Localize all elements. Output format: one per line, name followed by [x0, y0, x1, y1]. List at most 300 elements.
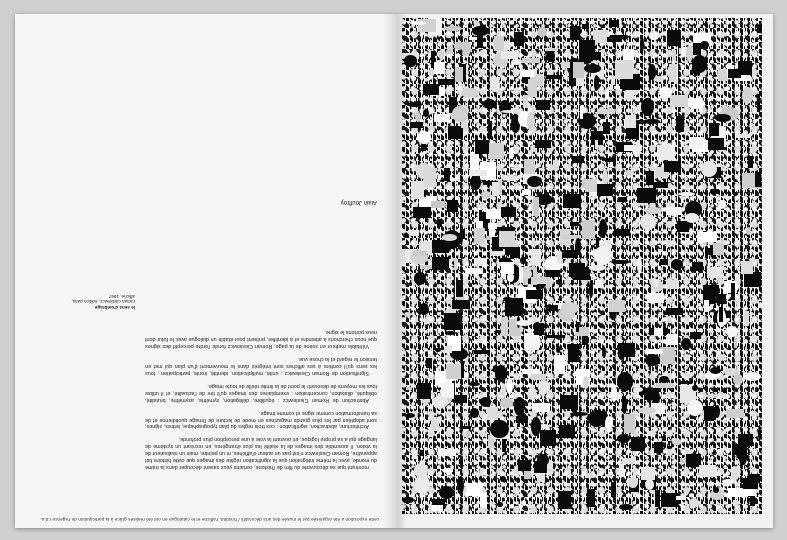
collage-fragment	[570, 412, 588, 416]
collage-fragment	[475, 258, 487, 263]
collage-fragment	[681, 338, 691, 350]
collage-fragment	[660, 259, 669, 266]
collage-fragment	[655, 490, 660, 508]
collage-fragment	[645, 354, 660, 366]
collage-fragment	[607, 37, 622, 42]
collage-fragment	[499, 231, 516, 247]
collage-fragment	[734, 338, 737, 348]
collage-fragment	[475, 140, 489, 154]
essay-paragraph: Architecture, abstraction, signification : ces trois règles du plan typographique, lettres, signes, sont adoptées par les plus grands magazines en mode de lecture de l'image quotidienne et de sa transformation comme signe et comme image.	[145, 409, 377, 430]
collage-fragment	[704, 300, 710, 312]
collage-fragment	[666, 308, 682, 316]
collage-fragment	[466, 483, 481, 496]
credit-line: affiche, 1967	[108, 293, 135, 299]
collage-fragment	[573, 62, 584, 78]
collage-fragment	[516, 416, 528, 423]
collage-fragment	[546, 335, 564, 338]
collage-fragment	[505, 298, 523, 315]
collage-fragment	[494, 36, 504, 52]
collage-fragment	[758, 425, 761, 442]
collage-fragment	[624, 170, 634, 177]
collage-fragment	[611, 482, 616, 497]
collage-fragment	[444, 346, 452, 353]
collage-fragment	[472, 26, 489, 36]
collage-fragment	[546, 270, 560, 277]
collage-fragment	[546, 75, 562, 79]
collage-fragment	[643, 119, 661, 124]
collage-fragment	[486, 209, 502, 219]
collage-fragment	[506, 378, 513, 394]
collage-fragment	[502, 439, 506, 452]
collage-fragment	[432, 240, 449, 253]
collage-fragment	[410, 21, 426, 25]
collage-fragment	[723, 389, 727, 393]
collage-fragment	[522, 500, 527, 506]
collage-fragment	[707, 267, 723, 278]
collage-fragment	[522, 58, 540, 62]
collage-fragment	[738, 61, 752, 75]
collage-fragment	[654, 76, 665, 82]
collage-fragment	[746, 227, 752, 235]
collage-fragment	[501, 51, 518, 59]
collage-fragment	[432, 396, 448, 409]
collage-fragment	[533, 403, 550, 413]
collage-fragment	[546, 305, 559, 312]
collage-fragment	[447, 200, 458, 212]
collage-fragment	[542, 456, 545, 462]
collage-fragment	[524, 333, 538, 350]
collage-fragment	[620, 79, 635, 89]
collage-fragment	[520, 257, 526, 265]
collage-fragment	[535, 140, 551, 149]
collage-fragment	[531, 249, 541, 265]
collage-fragment	[615, 60, 633, 79]
collage-fragment	[659, 87, 672, 98]
collage-fragment	[533, 197, 539, 216]
collage-fragment	[710, 367, 721, 374]
collage-fragment	[497, 502, 504, 507]
collage-fragment	[439, 486, 454, 500]
collage-fragment	[654, 442, 663, 453]
collage-fragment	[538, 380, 550, 393]
collage-fragment	[500, 476, 506, 482]
collage-fragment	[633, 387, 643, 391]
collage-fragment	[409, 282, 413, 286]
collage-fragment	[709, 123, 719, 137]
collage-fragment	[446, 364, 461, 379]
essay-paragraph: montrant que sa découverte du film de l'histoire, certains yeux savent découper dans la trame du monde, avec la même intégration que la signification réglée des images que cette histoire fait apparaître, Roman Cieslewicz n'est pas un auteur d'affiches, ni un peintre, mais un réalisateur de la vision. Il assemble des images de la réalité les plus étrangères, en recréant un système de langage qui a sa propre logique, en ouvrant la voie à une perception plus profonde.	[145, 436, 377, 470]
author-signature: Alain Jouffroy	[340, 199, 377, 205]
collage-fragment	[726, 409, 744, 418]
colophon-note: cette exposition a été organisée par le musée des arts décoratifs / l'institut. l'affiche et le catalogue en ont été réalisés grâce à la participation de l'agence r.d.a.	[40, 517, 379, 522]
collage-fragment	[628, 477, 638, 488]
collage-fragment	[689, 228, 694, 236]
collage-fragment	[653, 182, 668, 188]
collage-fragment	[403, 233, 409, 238]
rotated-text-block	[15, 14, 397, 528]
collage-fragment	[402, 497, 413, 504]
collage-fragment	[579, 40, 595, 59]
collage-fragment	[503, 297, 512, 301]
collage-fragment	[434, 62, 445, 74]
collage-fragment	[522, 190, 531, 195]
collage-fragment	[526, 290, 543, 299]
collage-fragment	[715, 114, 731, 121]
collage-fragment	[521, 70, 535, 77]
collage-fragment	[531, 417, 542, 436]
collage-fragment	[619, 464, 624, 477]
collage-fragment	[656, 383, 674, 388]
credit-line: roman cieslewicz, édition paris,	[71, 299, 135, 305]
collage-fragment	[602, 347, 606, 358]
collage-fragment	[501, 262, 514, 274]
collage-fragment	[413, 251, 427, 256]
collage-fragment	[589, 265, 605, 272]
collage-fragment	[605, 89, 609, 100]
collage-fragment	[603, 122, 610, 133]
collage-fragment	[641, 467, 655, 480]
collage-fragment	[570, 26, 580, 40]
collage-fragment	[438, 79, 454, 85]
collage-fragment	[415, 112, 421, 122]
collage-fragment	[483, 99, 497, 110]
collage-fragment	[638, 369, 646, 373]
collage-fragment	[537, 27, 547, 37]
collage-fragment	[641, 98, 654, 116]
collage-fragment	[678, 381, 692, 384]
collage-fragment	[487, 407, 498, 420]
collage-fragment	[501, 317, 508, 336]
collage-fragment	[556, 345, 560, 353]
collage-fragment	[477, 34, 483, 48]
collage-fragment	[667, 446, 672, 449]
collage-fragment	[561, 302, 579, 315]
collage-fragment	[434, 114, 451, 122]
collage-fragment	[570, 222, 580, 227]
catalogue-spread	[15, 14, 773, 528]
collage-fragment	[698, 232, 716, 242]
collage-fragment	[605, 158, 617, 162]
collage-fragment	[594, 246, 612, 265]
collage-fragment	[667, 334, 678, 346]
collage-fragment	[676, 496, 685, 500]
collage-fragment	[670, 95, 688, 107]
collage-fragment	[456, 280, 463, 297]
collage-fragment	[511, 59, 522, 66]
collage-fragment	[609, 20, 618, 27]
collage-fragment	[576, 322, 579, 332]
collage-fragment	[514, 32, 524, 47]
collage-fragment	[424, 168, 436, 187]
collage-fragment	[611, 384, 617, 402]
collage-fragment	[685, 213, 699, 223]
collage-fragment	[423, 84, 439, 95]
collage-fragment	[461, 362, 465, 379]
collage-fragment	[671, 259, 684, 270]
collage-fragment	[625, 115, 636, 129]
collage-fragment	[597, 109, 616, 115]
collage-fragment	[558, 491, 570, 509]
collage-fragment	[743, 478, 759, 489]
collage-fragment	[423, 109, 429, 117]
collage-fragment	[460, 229, 465, 239]
collage-fragment	[469, 170, 487, 176]
collage-fragment	[492, 182, 499, 196]
collage-fragment	[711, 189, 719, 195]
collage-fragment	[490, 420, 509, 438]
collage-fragment	[437, 219, 442, 227]
right-page	[397, 14, 773, 528]
collage-fragment	[406, 387, 412, 390]
collage-fragment	[589, 280, 594, 298]
collage-fragment	[459, 459, 463, 464]
collage-fragment	[733, 374, 743, 385]
collage-fragment	[582, 220, 596, 239]
collage-fragment	[454, 258, 457, 270]
collage-fragment	[527, 176, 542, 187]
collage-fragment	[611, 260, 630, 265]
collage-fragment	[560, 395, 578, 409]
collage-fragment	[748, 156, 753, 167]
collage-fragment	[667, 280, 679, 289]
collage-fragment	[514, 397, 525, 416]
collage-fragment	[431, 201, 446, 208]
collage-fragment	[708, 138, 724, 150]
collage-fragment	[617, 372, 634, 391]
collage-fragment	[699, 465, 716, 477]
collage-fragment	[595, 140, 598, 150]
collage-fragment	[558, 279, 562, 284]
collage-fragment	[715, 263, 721, 266]
collage-fragment	[554, 355, 565, 374]
collage-fragment	[522, 369, 540, 374]
collage-fragment	[432, 257, 450, 269]
collage-fragment	[455, 395, 467, 403]
collage-fragment	[420, 450, 425, 456]
collage-fragment	[714, 388, 718, 392]
collage-fragment	[524, 159, 535, 174]
collage-fragment	[585, 179, 597, 193]
collage-fragment	[466, 431, 470, 438]
collage-fragment	[527, 112, 535, 131]
collage-fragment	[622, 396, 628, 414]
collage-fragment	[405, 413, 416, 418]
essay-paragraph: Abstraction de Roman Cieslewicz : équilibre, délégation, symétrie, asymétrie, brutalité, obliquité, dilatation, concentration : exemplaires des images qu'il tire de l'actualité, et il utilise tous les moyens de découvrir le point de la limite réelle de toute image.	[145, 382, 377, 403]
collage-fragment	[649, 33, 659, 40]
collage-fragment	[597, 184, 613, 196]
collage-fragment	[462, 41, 471, 56]
collage-fragment	[701, 161, 717, 177]
collage-fragment	[474, 228, 486, 245]
collage-fragment	[540, 430, 556, 447]
collage-fragment	[617, 434, 630, 443]
collage-fragment	[736, 134, 751, 138]
collage-fragment	[690, 332, 701, 339]
collage-fragment	[490, 251, 503, 256]
collage-fragment	[507, 273, 514, 283]
collage-fragment	[455, 67, 463, 82]
collage-fragment	[624, 89, 634, 100]
collage-fragment	[742, 87, 753, 104]
collage-fragment	[689, 498, 699, 507]
collage-fragment	[614, 229, 630, 236]
collage-fragment	[500, 398, 512, 408]
collage-fragment	[439, 49, 445, 62]
collage-fragment	[609, 300, 624, 312]
collage-fragment	[719, 307, 724, 322]
essay-paragraph: Signification de Roman Cieslewicz : unité, multiplication, identité, ironie, participation ; tous les sens qu'il confère à ses affiches sont intégrés dans le mouvement d'un plan qui met en tension le regard et la chose vue.	[145, 356, 377, 377]
collage-fragment	[414, 475, 430, 494]
collage-fragment	[419, 303, 429, 315]
collage-fragment	[553, 160, 559, 170]
collage-fragment	[633, 148, 640, 157]
collage-fragment	[582, 24, 589, 29]
collage-fragment	[559, 425, 575, 438]
essay-text	[145, 323, 377, 470]
collage-fragment	[654, 328, 663, 336]
collage-fragment	[584, 64, 601, 73]
collage-fragment	[488, 121, 493, 139]
collage-fragment	[431, 417, 439, 431]
collage-fragment	[631, 437, 645, 451]
collage-fragment	[489, 223, 495, 237]
collage-fragment	[510, 148, 513, 159]
collage-fragment	[435, 348, 441, 353]
collage-fragment	[714, 405, 720, 418]
collage-fragment	[444, 468, 452, 472]
collage-fragment	[676, 116, 684, 132]
collage-fragment	[417, 383, 431, 399]
collage-fragment	[514, 422, 517, 430]
collage-fragment	[408, 230, 419, 237]
collage-fragment	[692, 262, 704, 271]
collage-fragment	[404, 55, 417, 67]
collage-fragment	[654, 279, 659, 287]
essay-paragraph: Véritable metteur en scène de la page, Roman Cieslewicz fonde l'ordre perceptif des signes que nous cherchons à atteindre et à identifier, présent pour établir un dialogue avec le futur dont nous portons le signe.	[145, 329, 377, 350]
collage-fragment	[414, 272, 427, 284]
collage-fragment	[622, 458, 635, 463]
collage-fragment	[656, 390, 659, 394]
collage-fragment	[417, 131, 432, 144]
collage-fragment	[516, 320, 532, 326]
collage-fragment	[536, 100, 550, 110]
collage-fragment	[619, 504, 633, 510]
collage-fragment	[731, 466, 738, 481]
collage-fragment	[528, 387, 537, 400]
collage-fragment	[599, 219, 607, 238]
collage-fragment	[704, 406, 714, 422]
collage-fragment	[738, 434, 753, 446]
collage-fragment	[637, 188, 656, 202]
collage-fragment	[706, 394, 719, 398]
collage-fragment	[667, 207, 680, 215]
collage-fragment	[501, 207, 516, 217]
collage-fragment	[689, 137, 703, 149]
collage-fragment	[595, 280, 603, 288]
collage-fragment	[741, 261, 753, 274]
collage-fragment	[425, 316, 430, 324]
collage-fragment	[490, 77, 499, 93]
collage-fragment	[457, 476, 464, 495]
collage-fragment	[731, 283, 735, 300]
collage-fragment	[713, 243, 725, 255]
collage-fragment	[545, 48, 559, 51]
collage-fragment	[523, 95, 527, 108]
collage-fragment	[638, 407, 656, 414]
collage-fragment	[444, 26, 463, 32]
collage-fragment	[692, 55, 707, 72]
collage-fragment	[563, 194, 582, 207]
collage-fragment	[470, 152, 478, 170]
collage-fragment	[692, 385, 698, 391]
collage-fragment	[664, 161, 682, 172]
collage-fragment	[757, 94, 761, 112]
collage-fragment	[495, 365, 507, 382]
collage-fragment	[640, 214, 656, 231]
collage-fragment	[480, 493, 487, 506]
collage-fragment	[412, 451, 417, 459]
collage-fragment	[410, 122, 423, 127]
collage-fragment	[480, 397, 491, 407]
collage-fragment	[413, 207, 431, 218]
collage-fragment	[546, 50, 555, 63]
collage-fragment	[667, 30, 681, 46]
collage-fragment	[618, 197, 628, 201]
collage-fragment	[718, 200, 726, 209]
collage-fragment	[460, 426, 471, 429]
collage-fragment	[726, 326, 738, 338]
collage-fragment	[447, 46, 454, 54]
collage-fragment	[687, 98, 705, 109]
collage-fragment	[744, 272, 761, 287]
collage-fragment	[669, 64, 677, 82]
collage-fragment	[672, 50, 677, 60]
collage-fragment	[707, 482, 714, 485]
collage-fragment	[572, 156, 584, 163]
collage-fragment	[637, 257, 642, 274]
collage-fragment	[739, 451, 747, 465]
image-credit	[35, 293, 135, 310]
photo-collage-image	[401, 18, 763, 514]
collage-fragment	[687, 400, 702, 416]
collage-fragment	[421, 143, 426, 151]
collage-fragment	[465, 268, 483, 274]
collage-fragment	[562, 250, 578, 258]
collage-fragment	[561, 62, 570, 69]
collage-fragment	[470, 175, 481, 190]
left-page	[15, 14, 397, 528]
collage-fragment	[432, 505, 443, 511]
collage-fragment	[624, 414, 636, 433]
collage-fragment	[743, 372, 761, 381]
collage-fragment	[728, 488, 744, 497]
collage-fragment	[733, 500, 738, 506]
collage-fragment	[657, 145, 675, 160]
collage-fragment	[438, 449, 455, 457]
collage-fragment	[534, 323, 544, 335]
collage-fragment	[583, 376, 589, 389]
collage-fragment	[474, 350, 490, 354]
collage-fragment	[645, 207, 662, 214]
collage-fragment	[518, 460, 531, 471]
collage-fragment	[468, 382, 480, 386]
collage-fragment	[422, 399, 429, 404]
collage-fragment	[646, 171, 654, 184]
collage-fragment	[586, 473, 593, 479]
collage-fragment	[755, 172, 762, 187]
collage-fragment	[580, 106, 583, 120]
collage-fragment	[648, 431, 653, 436]
